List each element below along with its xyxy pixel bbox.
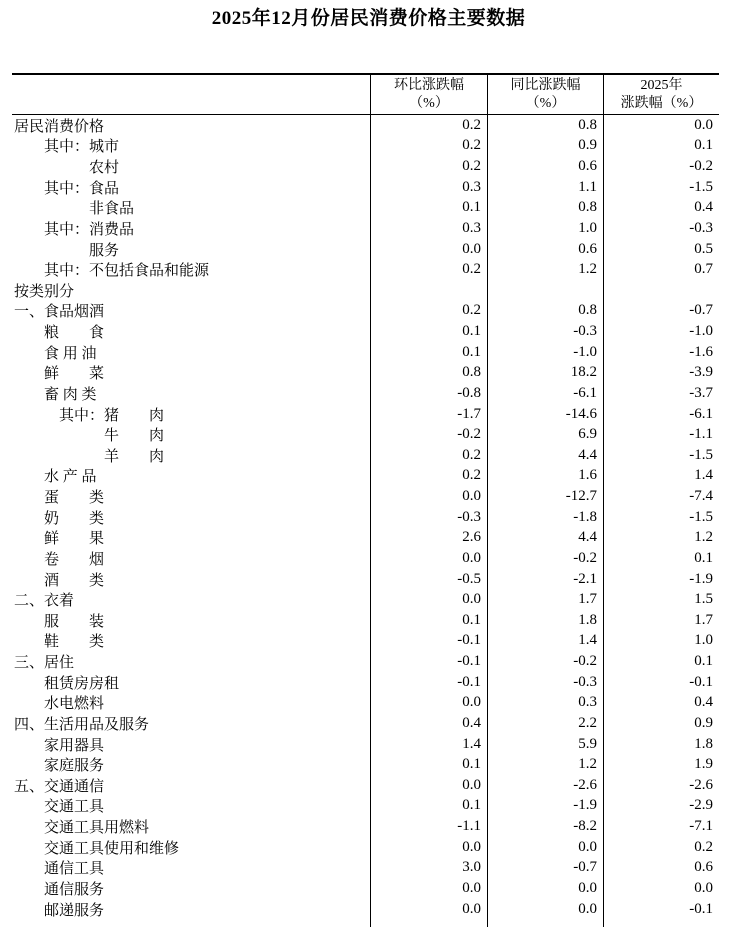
- row-label: 非食品: [14, 201, 135, 218]
- mom-value: 0.0: [370, 775, 487, 796]
- row-label: 奶 类: [14, 510, 105, 527]
- row-label: 其中：猪 肉: [14, 407, 165, 424]
- row-label: 粮 食: [14, 325, 105, 342]
- mom-value: -0.1: [370, 631, 487, 652]
- ytd-value: -2.6: [603, 775, 719, 796]
- yoy-value: 1.6: [487, 466, 603, 487]
- ytd-value: -1.6: [603, 342, 719, 363]
- row-label: 其中：城市: [14, 139, 120, 156]
- yoy-value: 0.8: [487, 198, 603, 219]
- ytd-value: -0.2: [603, 156, 719, 177]
- yoy-value: 0.0: [487, 837, 603, 858]
- yoy-value: -1.8: [487, 507, 603, 528]
- row-label: 交通工具: [14, 799, 105, 816]
- table-body: [12, 115, 719, 919]
- header-cell-ytd: [603, 75, 719, 114]
- row-label: 水 产 品: [14, 469, 97, 486]
- header-yoy-line2: （%）: [525, 95, 566, 111]
- mom-value: -0.1: [370, 651, 487, 672]
- yoy-value: 4.4: [487, 445, 603, 466]
- mom-value: 0.3: [370, 218, 487, 239]
- mom-value: 0.1: [370, 342, 487, 363]
- mom-value: -0.5: [370, 569, 487, 590]
- mom-value: 0.8: [370, 363, 487, 384]
- ytd-value: -6.1: [603, 404, 719, 425]
- row-label: 三、居住: [14, 655, 75, 672]
- ytd-value: -0.1: [603, 899, 719, 920]
- yoy-value: 4.4: [487, 528, 603, 549]
- row-label: 邮递服务: [14, 902, 105, 919]
- yoy-value: 18.2: [487, 363, 603, 384]
- ytd-value: 0.7: [603, 259, 719, 280]
- mom-value: 0.2: [370, 445, 487, 466]
- row-label: 羊 肉: [14, 448, 165, 465]
- ytd-value: -1.5: [603, 507, 719, 528]
- header-mom-line2: （%）: [409, 95, 449, 111]
- row-label: 服 装: [14, 613, 105, 630]
- yoy-value: 1.2: [487, 259, 603, 280]
- yoy-value: -1.0: [487, 342, 603, 363]
- mom-value: 3.0: [370, 858, 487, 879]
- ytd-value: -0.7: [603, 301, 719, 322]
- row-label: 一、食品烟酒: [14, 304, 105, 321]
- ytd-value: -0.1: [603, 672, 719, 693]
- ytd-value: -1.5: [603, 445, 719, 466]
- mom-value: -1.7: [370, 404, 487, 425]
- header-cell-category: [12, 75, 370, 114]
- row-label: 通信服务: [14, 881, 105, 898]
- yoy-value: -2.6: [487, 775, 603, 796]
- row-label: 其中：食品: [14, 180, 120, 197]
- yoy-value: 5.9: [487, 734, 603, 755]
- filler-mom-cell: [370, 919, 487, 927]
- yoy-value: 1.0: [487, 218, 603, 239]
- ytd-value: 0.0: [603, 115, 719, 136]
- row-label: 居民消费价格: [14, 118, 105, 135]
- yoy-value: -0.3: [487, 672, 603, 693]
- row-label: 家用器具: [14, 737, 105, 754]
- mom-value: 0.2: [370, 115, 487, 136]
- ytd-value: -7.4: [603, 486, 719, 507]
- ytd-value: -1.0: [603, 321, 719, 342]
- yoy-value: -0.3: [487, 321, 603, 342]
- row-label: 家庭服务: [14, 758, 105, 775]
- row-label: 租赁房房租: [14, 675, 120, 692]
- yoy-value: 0.0: [487, 899, 603, 920]
- mom-value: 2.6: [370, 528, 487, 549]
- row-label: 畜 肉 类: [14, 386, 97, 403]
- mom-value: -0.8: [370, 383, 487, 404]
- yoy-value: 0.6: [487, 156, 603, 177]
- row-label: 鲜 果: [14, 531, 105, 548]
- mom-value: 0.0: [370, 239, 487, 260]
- yoy-value: 2.2: [487, 713, 603, 734]
- mom-value: 0.0: [370, 548, 487, 569]
- ytd-value: 0.1: [603, 548, 719, 569]
- row-label: 卷 烟: [14, 551, 105, 568]
- yoy-value: [487, 280, 603, 301]
- yoy-value: 6.9: [487, 424, 603, 445]
- yoy-value: 0.8: [487, 115, 603, 136]
- yoy-value: 1.7: [487, 589, 603, 610]
- row-label: 鲜 菜: [14, 366, 105, 383]
- ytd-value: 0.1: [603, 651, 719, 672]
- row-label: 酒 类: [14, 572, 105, 589]
- filler-label-cell: [12, 919, 370, 927]
- ytd-value: 1.2: [603, 528, 719, 549]
- mom-value: 0.0: [370, 878, 487, 899]
- row-label: 交通工具用燃料: [14, 820, 150, 837]
- yoy-value: 1.4: [487, 631, 603, 652]
- ytd-value: -3.9: [603, 363, 719, 384]
- filler-ytd-cell: [603, 919, 719, 927]
- row-label: 二、衣着: [14, 593, 75, 610]
- cpi-table: [12, 73, 719, 927]
- yoy-value: -0.2: [487, 651, 603, 672]
- ytd-value: -0.3: [603, 218, 719, 239]
- header-mom-line1: 环比涨跌幅: [394, 77, 464, 93]
- row-label: 交通工具使用和维修: [14, 840, 180, 857]
- mom-value: 0.2: [370, 466, 487, 487]
- ytd-value: [603, 280, 719, 301]
- mom-value: 0.0: [370, 486, 487, 507]
- mom-value: 0.1: [370, 796, 487, 817]
- row-label: 其中：不包括食品和能源: [14, 263, 210, 280]
- row-label: 牛 肉: [14, 428, 165, 445]
- mom-value: -0.1: [370, 672, 487, 693]
- yoy-value: 0.8: [487, 301, 603, 322]
- yoy-value: -12.7: [487, 486, 603, 507]
- row-label: 四、生活用品及服务: [14, 716, 150, 733]
- row-label: 服务: [14, 242, 120, 259]
- yoy-value: 0.6: [487, 239, 603, 260]
- ytd-value: 0.1: [603, 136, 719, 157]
- mom-value: 0.2: [370, 136, 487, 157]
- table-filler-row: [12, 919, 719, 927]
- header-ytd-line1: 2025年: [640, 77, 683, 93]
- yoy-value: 1.1: [487, 177, 603, 198]
- mom-value: 0.2: [370, 259, 487, 280]
- mom-value: 0.0: [370, 589, 487, 610]
- row-label: 鞋 类: [14, 634, 105, 651]
- ytd-value: 1.8: [603, 734, 719, 755]
- mom-value: 0.0: [370, 837, 487, 858]
- header-ytd-line2: 涨跌幅（%）: [620, 95, 703, 111]
- yoy-value: -1.9: [487, 796, 603, 817]
- ytd-value: -7.1: [603, 816, 719, 837]
- row-label: 蛋 类: [14, 490, 105, 507]
- row-label: 农村: [14, 160, 120, 177]
- filler-yoy-cell: [487, 919, 603, 927]
- ytd-value: 1.5: [603, 589, 719, 610]
- mom-value: 0.2: [370, 301, 487, 322]
- ytd-value: -1.1: [603, 424, 719, 445]
- ytd-value: -3.7: [603, 383, 719, 404]
- ytd-value: 1.4: [603, 466, 719, 487]
- mom-value: -1.1: [370, 816, 487, 837]
- mom-value: 0.3: [370, 177, 487, 198]
- mom-value: -0.3: [370, 507, 487, 528]
- ytd-value: 0.6: [603, 858, 719, 879]
- mom-value: 0.1: [370, 321, 487, 342]
- ytd-value: 0.5: [603, 239, 719, 260]
- yoy-value: -0.7: [487, 858, 603, 879]
- ytd-value: 0.2: [603, 837, 719, 858]
- yoy-value: -6.1: [487, 383, 603, 404]
- mom-value: 0.2: [370, 156, 487, 177]
- ytd-value: 1.0: [603, 631, 719, 652]
- mom-value: [370, 280, 487, 301]
- row-label: 其中：消费品: [14, 221, 135, 238]
- yoy-value: -0.2: [487, 548, 603, 569]
- ytd-value: 0.0: [603, 878, 719, 899]
- row-label: 按类别分: [14, 283, 75, 300]
- yoy-value: 1.8: [487, 610, 603, 631]
- mom-value: 0.0: [370, 693, 487, 714]
- mom-value: -0.2: [370, 424, 487, 445]
- ytd-value: 0.9: [603, 713, 719, 734]
- mom-value: 1.4: [370, 734, 487, 755]
- mom-value: 0.1: [370, 754, 487, 775]
- header-cell-yoy: [487, 75, 603, 114]
- ytd-value: 0.4: [603, 198, 719, 219]
- mom-value: 0.1: [370, 198, 487, 219]
- ytd-value: -1.9: [603, 569, 719, 590]
- row-label: 水电燃料: [14, 696, 105, 713]
- ytd-value: 1.7: [603, 610, 719, 631]
- ytd-value: -2.9: [603, 796, 719, 817]
- table-header-row: [12, 75, 719, 115]
- mom-value: 0.1: [370, 610, 487, 631]
- ytd-value: -1.5: [603, 177, 719, 198]
- yoy-value: -2.1: [487, 569, 603, 590]
- mom-value: 0.0: [370, 899, 487, 920]
- row-label: 食 用 油: [14, 345, 97, 362]
- yoy-value: 0.9: [487, 136, 603, 157]
- ytd-value: 0.4: [603, 693, 719, 714]
- yoy-value: 1.2: [487, 754, 603, 775]
- yoy-value: -14.6: [487, 404, 603, 425]
- yoy-value: 0.3: [487, 693, 603, 714]
- mom-value: 0.4: [370, 713, 487, 734]
- row-label: 五、交通通信: [14, 778, 105, 795]
- ytd-value: 1.9: [603, 754, 719, 775]
- row-label: 通信工具: [14, 861, 105, 878]
- header-yoy-line1: 同比涨跌幅: [510, 77, 581, 93]
- yoy-value: -8.2: [487, 816, 603, 837]
- yoy-value: 0.0: [487, 878, 603, 899]
- page-title: 2025年12月份居民消费价格主要数据: [211, 8, 526, 29]
- header-cell-mom: [370, 75, 487, 114]
